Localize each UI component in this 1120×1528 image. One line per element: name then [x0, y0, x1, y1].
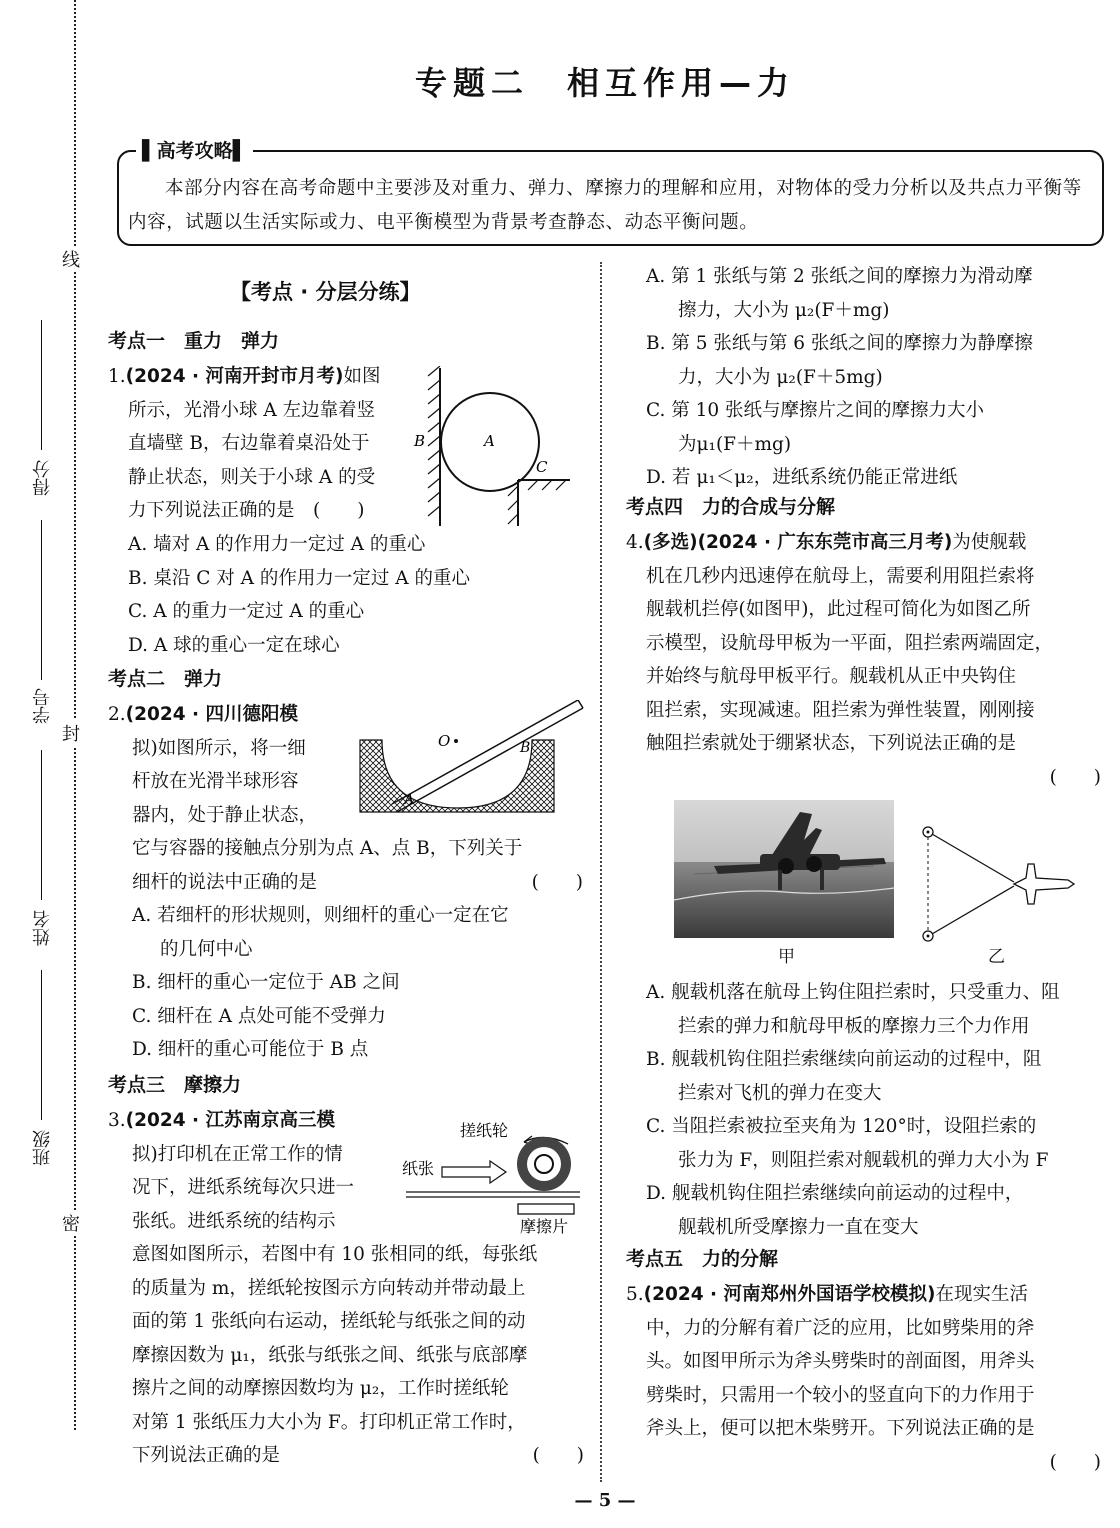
- q3-fig-label-pad: 摩擦片: [520, 1217, 569, 1236]
- q4-photo-figure: [674, 800, 894, 938]
- q4-option-b: B. 舰载机钩住阻拦索继续向前运动的过程中，阻: [646, 1049, 1042, 1070]
- q4-text: 4.(多选)(2024 · 广东东莞市高三月考)为使舰载 机在几秒内迅速停在航母上，需要利用阻拦索将 舰载机拦停(如图甲)，此过程可简化为如图乙所 示模型，设航母甲板为一平面，阻拦索两端固定， 并始终与航母甲板平行。舰载机从正中央钩住 阻拦索，实现减速。阻拦索为弹性装置，刚刚接 触阻拦索就处于绷紧状态，下列说法正确的是 ( ): [626, 526, 1101, 794]
- q3-options: A. 第 1 张纸与第 2 张纸之间的摩擦力为滑动摩 擦力，大小为 μ₂(F＋mg) B. 第 5 张纸与第 6 张纸之间的摩擦力为静摩擦 力，大小为 μ₂(F＋5mg) C. 第 10 张纸与摩擦片之间的摩擦力大小 为μ₁(F＋mg) D. 若 μ₁＜μ₂，进纸系统仍能正常进纸: [626, 260, 1101, 495]
- q3-option-d: D. 若 μ₁＜μ₂，进纸系统仍能正常进纸: [646, 467, 958, 488]
- q3-text: 3.(2024 · 江苏南京高三模 拟)打印机在正常工作的情 况下，进纸系统每次只进一 张纸。进纸系统的结构示 意图如图所示，若图中有 10 张相同的纸，每张纸 的质量为 m，搓纸轮按图示方向转动并带动最上 面的第 1 张纸向右运动，搓纸轮与纸张之间的动 摩擦因数为 μ₁，纸张与纸张之间、纸张与底部摩 擦片之间的动摩擦因数均为 μ₂，工作时搓纸轮 对第 1 张纸压力大小为 F。打印机正常工作时， 下列说法正确的是 ( ): [108, 1104, 584, 1473]
- q2-figure: [352, 700, 584, 820]
- score-line: [41, 320, 42, 450]
- score-label: 得分: [32, 460, 53, 496]
- q1-option-a: A. 墙对 A 的作用力一定过 A 的重心: [128, 534, 426, 555]
- q2-option-c: C. 细杆在 A 点处可能不受弹力: [132, 1005, 386, 1027]
- name-line: [41, 750, 42, 900]
- q2-option-b: B. 细杆的重心一定位于 AB 之间: [132, 972, 400, 993]
- q2-fig-label-o: O: [438, 732, 451, 750]
- kp5-heading: 考点五 力的分解: [626, 1248, 779, 1270]
- q1-figure: [410, 366, 580, 528]
- class-line: [41, 970, 42, 1120]
- q2-option-d: D. 细杆的重心可能位于 B 点: [132, 1039, 369, 1060]
- kp4-heading: 考点四 力的合成与分解: [626, 496, 836, 518]
- q4-diagram-figure: [918, 824, 1078, 944]
- kp2-heading: 考点二 弹力: [108, 668, 223, 690]
- q1-fig-label-c: C: [536, 458, 548, 476]
- q4-answer-blank: ( ): [1049, 766, 1101, 788]
- q1-fig-label-a: A: [484, 432, 495, 450]
- binding-mi: 密: [62, 1210, 80, 1236]
- guide-text: 本部分内容在高考命题中主要涉及对重力、弹力、摩擦力的理解和应用，对物体的受力分析以及共点力平衡等内容，试题以生活实际或力、电平衡模型为背景考查静态、动态平衡问题。: [128, 178, 1082, 233]
- binding-xian: 线: [62, 246, 80, 272]
- class-label: 班级: [32, 1130, 53, 1166]
- q3-fig-label-roller: 搓纸轮: [460, 1121, 509, 1140]
- kp1-heading: 考点一 重力 弹力: [108, 330, 280, 352]
- q3-answer-blank: ( ): [532, 1445, 584, 1466]
- q3-option-a: A. 第 1 张纸与第 2 张纸之间的摩擦力为滑动摩: [646, 266, 1033, 287]
- q2-answer-blank: ( ): [531, 871, 583, 893]
- name-label: 姓名: [32, 910, 53, 946]
- guide-label: ▌高考攻略▌: [136, 136, 253, 163]
- q1-option-c: C. A 的重力一定过 A 的重心: [128, 601, 365, 622]
- q2-fig-label-a: A: [404, 792, 415, 808]
- q5-answer-blank: ( ): [1049, 1451, 1101, 1473]
- q3-figure: [398, 1110, 584, 1236]
- q1-option-b: B. 桌沿 C 对 A 的作用力一定过 A 的重心: [128, 567, 471, 589]
- q2-option-a: A. 若细杆的形状规则，则细杆的重心一定在它: [132, 905, 509, 926]
- q1-options: [108, 528, 588, 662]
- q1-option-d: D. A 球的重心一定在球心: [128, 634, 340, 656]
- q3-option-c: C. 第 10 张纸与摩擦片之间的摩擦力大小: [646, 400, 985, 421]
- q1-text: 1.(2024 · 河南开封市月考)如图 所示，光滑小球 A 左边靠着竖 直墙壁 B，右边靠着桌沿处于 静止状态，则关于小球 A 的受 力下列说法正确的是 ( ): [108, 366, 381, 521]
- q4-option-c: C. 当阻拦索被拉至夹角为 120°时，设阻拦索的: [646, 1116, 1037, 1137]
- student-id-label: 学号: [32, 688, 53, 724]
- q4-options: A. 舰载机落在航母上钩住阻拦索时，只受重力、阻 拦索的弹力和航母甲板的摩擦力三个力作用 B. 舰载机钩住阻拦索继续向前运动的过程中，阻 拦索对飞机的弹力在变大 C. 当阻拦索被拉至夹角为 120°时，设阻拦索的 张力为 F，则阻拦索对舰载机的弹力大小为 F D. 舰载机钩住阻拦索继续向前运动的过程中， 舰载机所受摩擦力一直在变大: [626, 976, 1101, 1244]
- binding-feng: 封: [62, 720, 80, 746]
- q3-fig-label-paper: 纸张: [402, 1159, 435, 1178]
- q5-text: 5.(2024 · 河南郑州外国语学校模拟)在现实生活 中，力的分解有着广泛的应用，比如劈柴用的斧 头。如图甲所示为斧头劈柴时的剖面图，用斧头 劈柴时，只需用一个较小的竖直向下的力作用于 斧头上，便可以把木柴劈开。下列说法正确的是 ( ): [626, 1278, 1101, 1479]
- q4-option-a: A. 舰载机落在航母上钩住阻拦索时，只受重力、阻: [646, 982, 1060, 1003]
- q3-option-b: B. 第 5 张纸与第 6 张纸之间的摩擦力为静摩擦: [646, 333, 1033, 354]
- q1-fig-label-b: B: [414, 432, 426, 450]
- q1-answer-blank: ( ): [313, 500, 365, 521]
- q2-text: 2.(2024 · 四川德阳模 拟)如图所示，将一细 杆放在光滑半球形容 器内，处于静止状态， 它与容器的接触点分别为点 A、点 B，下列关于 细杆的说法中正确的是 ( ) A. 若细杆的形状规则，则细杆的重心一定在它 的几何中心 B. 细杆的重心一定位于 AB 之间 C. 细杆在 A 点处可能不受弹力 D. 细杆的重心可能位于 B 点: [108, 698, 583, 1067]
- q4-fig-label-jia: 甲: [778, 947, 795, 967]
- q2-fig-label-b: B: [520, 740, 531, 756]
- page-title: 专题二 相互作用—力: [414, 64, 795, 102]
- page-number: — 5 —: [574, 1490, 636, 1511]
- section-title: 【考点 · 分层分练】: [230, 280, 421, 304]
- student-id-line: [41, 520, 42, 680]
- column-separator: [600, 262, 602, 1482]
- q4-fig-label-yi: 乙: [988, 947, 1005, 967]
- kp3-heading: 考点三 摩擦力: [108, 1074, 242, 1096]
- q4-option-d: D. 舰载机钩住阻拦索继续向前运动的过程中，: [646, 1183, 1024, 1204]
